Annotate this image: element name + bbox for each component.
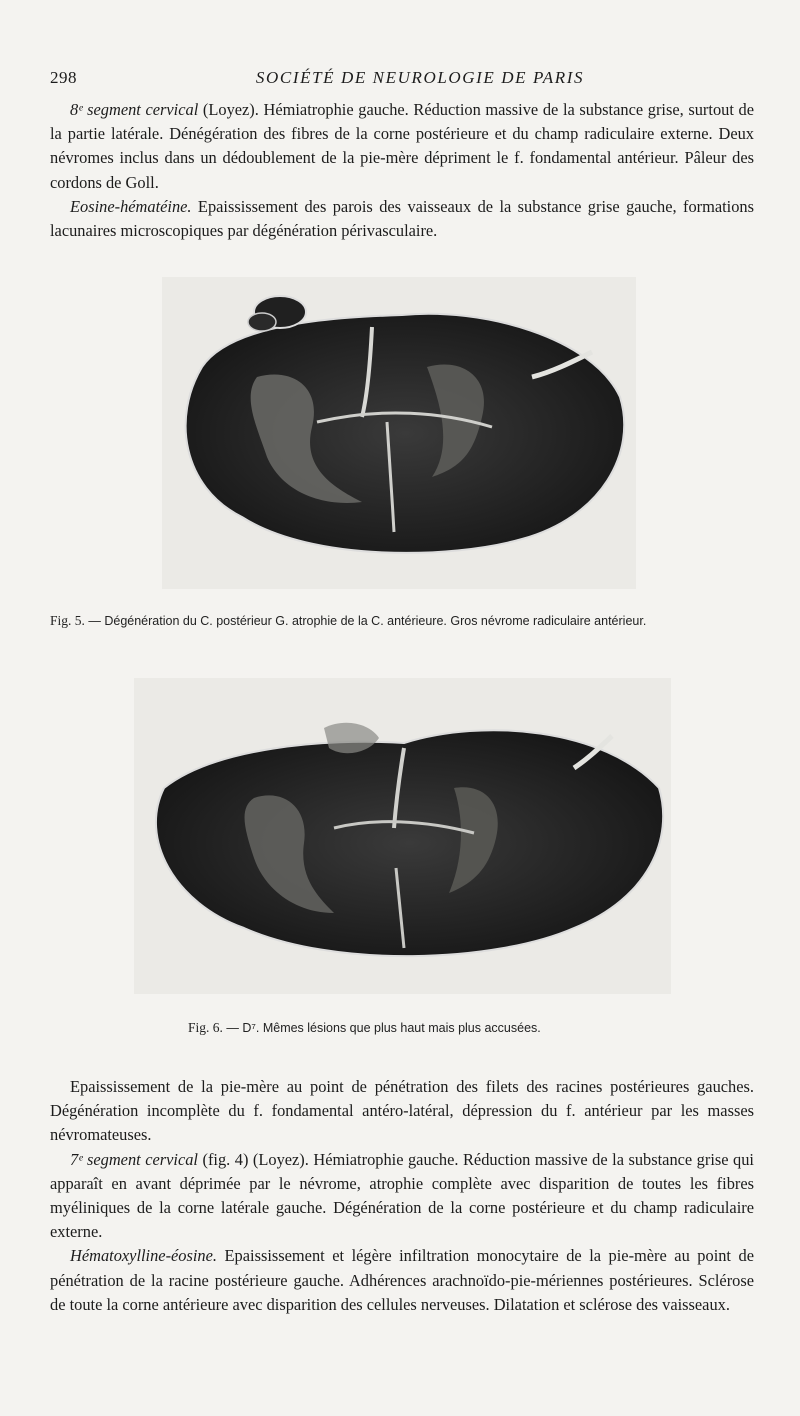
paragraph-body: (fig. 4) (Loyez). Hémiatrophie gauche. Réduction massive de la substance grise qui apparaît en avant déprimée par le névrome, atrophie complète avec disparition de toutes les fibres myéliniques de la corne latérale gauche. Dégénération de la corne postérieure et du champ radiculaire externe. [50,1149,754,1242]
paragraph-body: Epaississement des parois des vaisseaux de la substance grise gauche, formations lacunaires microscopiques par dégénération périvasculaire. [50,196,754,241]
figure-6-image [134,678,671,994]
paragraph-pie-mere: Epaississement de la pie-mère au point de pénétration des filets des racines postérieures gauches. Dégénération incomplète du f. fondamental antéro-latéral, dépression du f. antérieur par les masses névromateuses. [50,1077,754,1145]
figure-5-caption [50,613,756,629]
paragraph-lead: Eosine-hématéine. [70,196,192,216]
bottom-text-block [50,1075,754,1317]
page-header [50,68,750,92]
paragraph-lead: Hématoxylline-éosine. [70,1246,218,1266]
figure-5-image [162,277,636,589]
paragraph-hematoxyline [50,1244,754,1317]
paragraph-body: Epaississement et légère infiltration monocytaire de la pie-mère au point de pénétration de la racine postérieure gauche. Adhérences arachnoïdo-pie-mériennes postérieures. Sclérose de toute la corne antérieure avec disparition des cellules nerveuses. Dilatation et sclérose des vaisseaux. [50,1246,754,1314]
figure-6-number: Fig. 6. [188,1020,223,1035]
figure-6-caption-text: — D⁷. Mêmes lésions que plus haut mais plus accusées. [222,1021,541,1035]
paragraph-8th-cervical [50,98,754,195]
paragraph-lead: 8ᵉ segment cervical [70,100,199,119]
top-text-block [50,98,754,243]
paragraph-body: (Loyez). Hémiatrophie gauche. Réduction massive de la substance grise, surtout de la partie latérale. Dénégération des fibres de la corne postérieure et du champ radiculaire externe. Deux névromes inclus dans un dédoublement de la pie-mère dépriment le f. fondamental antérieur. Pâleur des cordons de Goll. [50,100,754,192]
figure-5-caption-text: — Dégénération du C. postérieur G. atrophie de la C. antérieure. Gros névrome radiculaire antérieur. [84,614,647,628]
figure-5-number: Fig. 5. [50,613,85,628]
paragraph-7th-cervical [50,1148,754,1245]
paragraph-lead: 7ᵉ segment cervical [70,1149,198,1169]
running-title: SOCIÉTÉ DE NEUROLOGIE DE PARIS [255,68,585,87]
paragraph-eosine [50,195,754,243]
figure-6-caption [188,1020,708,1036]
page-number: 298 [50,68,77,87]
